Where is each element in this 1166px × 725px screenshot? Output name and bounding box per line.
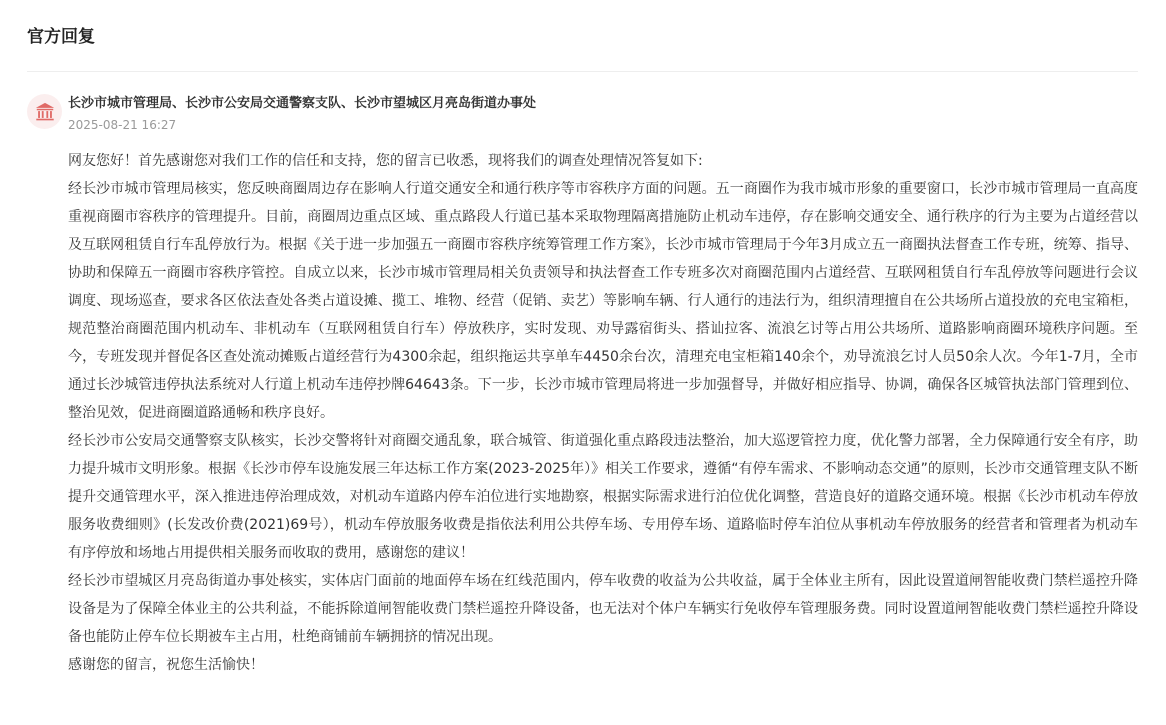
section-title: 官方回复 (27, 27, 95, 47)
government-building-icon (34, 101, 56, 123)
reply-agency-name: 长沙市城市管理局、长沙市公安局交通警察支队、长沙市望城区月亮岛街道办事处 (68, 96, 537, 111)
reply-content (68, 147, 1138, 679)
divider (27, 71, 1138, 72)
reply-paragraph-greeting: 网友您好！首先感谢您对我们工作的信任和支持，您的留言已收悉，现将我们的调查处理情况答复如下: (68, 153, 703, 169)
reply-paragraph-urban-management: 经长沙市城市管理局核实，您反映商圈周边存在影响人行道交通安全和通行秩序等市容秩序方面的问题。五一商圈作为我市城市形象的重要窗口，长沙市城市管理局一直高度重视商圈市容秩序的管理提升。目前，商圈周边重点区域、重点路段人行道已基本采取物理隔离措施防止机动车违停，存在影响交通安全、通行秩序的行为主要为占道经营以及互联网租赁自行车乱停放行为。根据《关于进一步加强五一商圈市容秩序统筹管理工作方案》，长沙市城市管理局于今年3月成立五一商圈执法督查工作专班，统筹、指导、协助和保障五一商圈市容秩序管控。自成立以来，长沙市城市管理局相关负责领导和执法督查工作专班多次对商圈范围内占道经营、互联网租赁自行车乱停放等问题进行会议调度、现场巡查，要求各区依法查处各类占道设摊、揽工、堆物、经营（促销、卖艺）等影响车辆、行人通行的违法行为，组织清理擅自在公共场所占道投放的充电宝箱柜，规范整治商圈范围内机动车、非机动车（互联网租赁自行车）停放秩序，实时发现、劝导露宿街头、搭讪拉客、流浪乞讨等占用公共场所、道路影响商圈环境秩序问题。至今，专班发现并督促各区查处流动摊贩占道经营行为4300余起，组织拖运共享单车4450余台次，清理充电宝柜箱140余个，劝导流浪乞讨人员50余人次。今年1-7月，全市通过长沙城管违停执法系统对人行道上机动车违停抄牌64643条。下一步，长沙市城市管理局将进一步加强督导，并做好相应指导、协调，确保各区城管执法部门管理到位、整治见效，促进商圈道路通畅和秩序良好。 (68, 181, 1138, 421)
reply-paragraph-closing: 感谢您的留言，祝您生活愉快！ (68, 657, 264, 673)
reply-paragraph-traffic-police: 经长沙市公安局交通警察支队核实，长沙交警将针对商圈交通乱象，联合城管、街道强化重点路段违法整治，加大巡逻管控力度，优化警力部署，全力保障通行安全有序，助力提升城市文明形象。根据《长沙市停车设施发展三年达标工作方案(2023-2025年）》相关工作要求，遵循“有停车需求、不影响动态交通”的原则，长沙市交通管理支队不断提升交通管理水平，深入推进违停治理成效，对机动车道路内停车泊位进行实地勘察，根据实际需求进行泊位优化调整，营造良好的道路交通环境。根据《长沙市机动车停放服务收费细则》(长发改价费(2021)69号），机动车停放服务收费是指依法利用公共停车场、专用停车场、道路临时停车泊位从事机动车停放服务的经营者和管理者为机动车有序停放和场地占用提供相关服务而收取的费用，感谢您的建议！ (68, 433, 1138, 561)
reply-timestamp: 2025-08-21 16:27 (68, 118, 177, 132)
reply-paragraph-subdistrict-office: 经长沙市望城区月亮岛街道办事处核实，实体店门面前的地面停车场在红线范围内，停车收费的收益为公共收益，属于全体业主所有，因此设置道闸智能收费门禁栏遥控升降设备是为了保障全体业主的公共利益，不能拆除道闸智能收费门禁栏遥控升降设备，也无法对个体户车辆实行免收停车管理服务费。同时设置道闸智能收费门禁栏遥控升降设备也能防止停车位长期被车主占用，杜绝商铺前车辆拥挤的情况出现。 (68, 573, 1138, 645)
agency-avatar (27, 94, 62, 129)
